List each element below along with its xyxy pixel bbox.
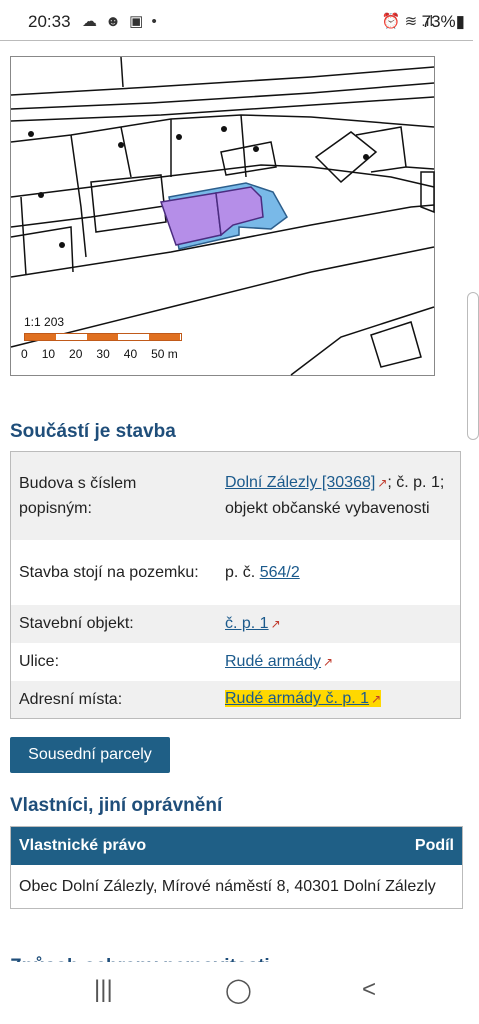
home-icon[interactable]: ◯ <box>225 977 252 1004</box>
owners-table <box>10 826 463 909</box>
map-scale-ticks <box>21 347 178 361</box>
notification-icons: ☁ ☻ ▣ • <box>82 13 159 30</box>
table-row <box>11 540 461 605</box>
system-icons: ⏰ ≋ .ıl <box>381 13 433 30</box>
scale-tick: 20 <box>69 347 83 361</box>
row-key: Stavební objekt: <box>19 615 134 632</box>
map-scale-label: 1:1 203 <box>24 315 65 329</box>
building-value-suffix: ; č. p. 1; objekt občanské vybavenosti <box>225 474 445 518</box>
row-key: Adresní místa: <box>19 690 123 708</box>
col-ownership: Vlastnické právo <box>19 837 147 854</box>
map-scale-bar <box>24 333 182 341</box>
highlighted-address <box>225 690 381 707</box>
side-scroll-handle[interactable] <box>467 292 479 440</box>
owners-table-header <box>11 827 462 865</box>
section-title-building: Součástí je stavba <box>10 421 176 442</box>
external-link-icon: ↗ <box>377 476 388 491</box>
back-icon[interactable]: < <box>362 976 377 1003</box>
external-link-icon: ↗ <box>270 616 281 631</box>
external-link-icon: ↗ <box>371 692 382 707</box>
battery-indicator: 73%▮ <box>421 12 465 31</box>
table-row <box>11 605 461 643</box>
clock: 20:33 <box>28 12 71 31</box>
android-nav-bar <box>0 962 473 1024</box>
address-link[interactable]: Rudé armády č. p. 1 <box>225 690 370 708</box>
building-link[interactable]: Dolní Zálezly [30368] <box>225 474 376 492</box>
parcel-link[interactable]: 564/2 <box>259 563 300 581</box>
row-value <box>217 540 461 605</box>
scale-tick: 0 <box>21 347 28 361</box>
section-title-owners: Vlastníci, jiní oprávnění <box>10 795 223 816</box>
table-row <box>11 452 461 540</box>
owner-row: Obec Dolní Zálezly, Mírové náměstí 8, 40301 Dolní Zálezly <box>11 865 462 908</box>
section-title-protection <box>10 950 270 962</box>
row-key: Ulice: <box>19 653 60 670</box>
building-object-link[interactable]: č. p. 1 <box>225 614 269 632</box>
row-value <box>217 452 461 540</box>
col-share: Podíl <box>414 837 454 854</box>
row-key: Stavba stojí na pozemku: <box>19 563 199 581</box>
map-drawing <box>11 57 434 375</box>
scale-tick: 50 m <box>151 347 178 361</box>
row-key: Budova s číslem popisným: <box>19 474 137 517</box>
scale-tick: 10 <box>41 347 56 361</box>
row-value <box>217 605 461 643</box>
table-row <box>11 643 461 681</box>
recent-apps-icon[interactable]: ||| <box>94 976 113 1003</box>
row-value <box>217 681 461 719</box>
cadastral-map[interactable] <box>10 56 435 376</box>
status-bar <box>0 0 473 41</box>
row-value <box>217 643 461 681</box>
neighbor-parcels-button[interactable]: Sousední parcely <box>10 737 170 773</box>
street-link[interactable]: Rudé armády <box>225 652 322 670</box>
table-row <box>11 681 461 719</box>
building-table <box>10 451 461 719</box>
scale-tick: 30 <box>96 347 110 361</box>
external-link-icon: ↗ <box>323 654 334 669</box>
parcel-prefix: p. č. <box>225 563 260 581</box>
scale-tick: 40 <box>123 347 138 361</box>
